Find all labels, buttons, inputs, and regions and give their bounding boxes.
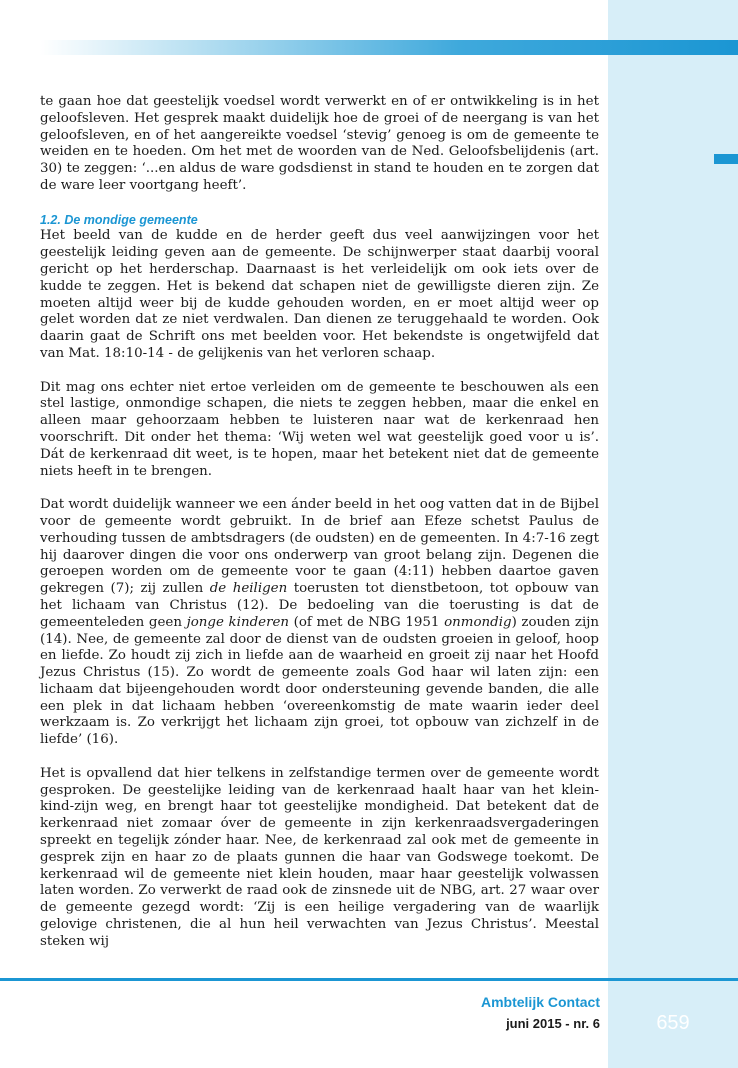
- article-body: [40, 94, 599, 967]
- paragraph-1: te gaan hoe dat geestelijk voedsel wordt verwerkt en of er ontwikkeling is in het geloofsleven. Het gesprek maakt duidelijk hoe de groei of de neergang is van het geloofsleven, en of het aangereikte voedsel ‘stevig’ genoeg is om de gemeente te weiden en te hoeden. Om het met de woorden van de Ned. Geloofsbelijdenis (art. 30) te zeggen: ‘...en aldus de ware godsdienst in stand te houden en te zorgen dat de ware leer voortgang heeft’.: [40, 94, 600, 193]
- paragraph-4-part-b: toerusten tot dienstbetoon, tot opbouw van het lichaam van Christus (12). De bedoeling van die toerusting is dat de gemeenteleden geen: [40, 581, 599, 630]
- section-title: 1.2. De mondige gemeente: [40, 212, 198, 227]
- paragraph-2: Het beeld van de kudde en de herder geeft dus veel aanwijzingen voor het geestelijk leiding geven aan de gemeente. De schijnwerper staat daarbij vooral gericht op het herderschap. Daarnaast is het verleidelijk om ook iets over de kudde te zeggen. Het is bekend dat schapen niet de gewilligste dieren zijn. Ze moeten altijd weer bij de kudde gehouden worden, en er moet altijd weer op gelet worden dat ze niet verdwalen. Dan dienen ze teruggehaald te worden. Ook daarin gaat de Schrift ons met beelden voor. Het bekendste is ongetwijfeld dat van Mat. 18:10-14 - de gelijkenis van het verloren schaap.: [40, 228, 599, 361]
- paragraph-5: Het is opvallend dat hier telkens in zelfstandige termen over de gemeente wordt gesproken. De geestelijke leiding van de kerkenraad haalt haar van het klein-kind-zijn weg, en brengt haar tot geestelijke mondigheid. Dat betekent dat de kerkenraad niet zomaar óver de gemeente in zijn kerkenraadsvergaderingen spreekt en tegelijk zónder haar. Nee, de kerkenraad zal ook met de gemeente in gesprek zijn en haar zo de plaats gunnen die haar van Godswege toekomt. De kerkenraad wil de gemeente niet klein houden, maar haar geestelijk volwassen laten worden. Zo verwerkt de raad ook de zinsnede uit de NBG, art. 27 waar over de gemeente gezegd wordt: ‘Zij is een heilige vergadering van de waarlijk gelovige christenen, die al hun heil verwachten van Jezus Christus’. Meestal steken wij: [40, 765, 599, 949]
- magazine-title: Ambtelijk Contact: [480, 994, 600, 1010]
- header-stripe: [40, 40, 738, 55]
- paragraph-4-part-c: (of met de NBG 1951: [289, 614, 445, 630]
- footer-rule: [0, 978, 738, 981]
- issue-label: juni 2015 - nr. 6: [506, 1016, 600, 1031]
- page-number: 659: [656, 1012, 690, 1034]
- paragraph-4-part-d: ) zouden zijn (14). Nee, de gemeente zal door de dienst van de oudsten groeien in geloof, hoop en liefde. Zo houdt zij zich in liefde aan de waarheid en groeit zij naar het Hoofd Jezus Christus (15). Zo wordt de gemeente zoals God haar wil laten zijn: een lichaam dat bijeengehouden wordt door ondersteuning gevende banden, die alle een plek in dat lichaam hebben ‘overeenkomstig de mate waarin ieder deel werkzaam is. Zo verkrijgt het lichaam zijn groei, tot opbouw van zichzelf in de liefde’ (16).: [40, 614, 599, 748]
- paragraph-3: Dit mag ons echter niet ertoe verleiden om de gemeente te beschouwen als een stel lastige, onmondige schapen, die niets te zeggen hebben, maar die enkel en alleen maar gehoorzaam hebben te luisteren naar wat de kerkenraad hen voorschrift. Dit onder het thema: ‘Wij weten wel wat geestelijk goed voor u is’. Dát de kerkenraad dit weet, is te hopen, maar het betekent niet dat de gemeente niets heeft in te brengen.: [40, 379, 599, 479]
- paragraph-4: [40, 497, 599, 749]
- paragraph-4-italic-1: de heiligen: [209, 581, 288, 597]
- paragraph-4-italic-2: jonge kinderen: [186, 614, 290, 630]
- side-tab-marker: [714, 154, 738, 164]
- paragraph-4-italic-3: onmondig: [444, 614, 512, 630]
- paragraph-4-part-a: Dat wordt duidelijk wanneer we een ánder beeld in het oog vatten dat in de Bijbel voor de gemeente wordt gebruikt. In de brief aan Efeze schetst Paulus de verhouding tussen de ambtsdragers (de oudsten) en de gemeenten. In 4:7-16 zegt hij daarover dingen die voor ons onderwerp van groot belang zijn. Degenen die geroepen worden om de gemeente voor te gaan (4:11) hebben daartoe gaven gekregen (7); zij zullen: [40, 497, 600, 597]
